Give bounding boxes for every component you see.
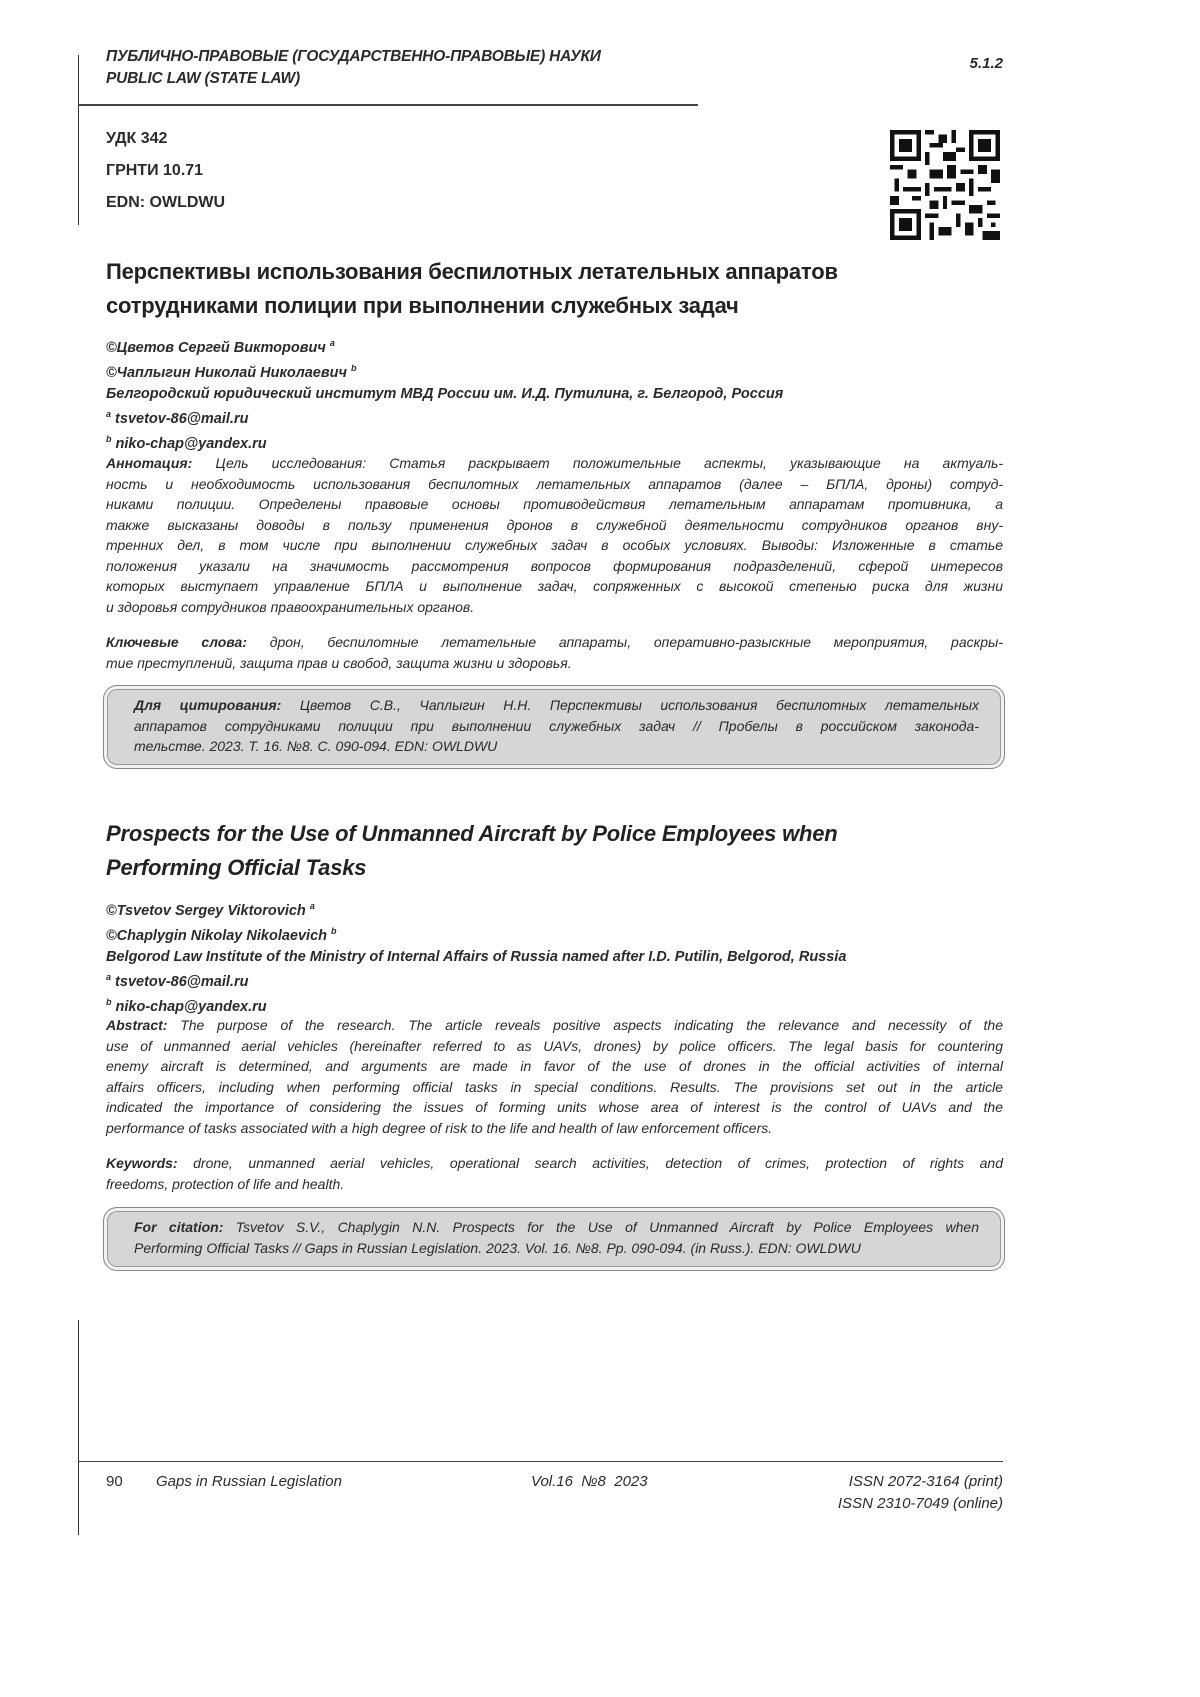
- qr-code-icon: [890, 130, 1000, 240]
- keywords-ru: [106, 632, 1003, 673]
- journal-name: Gaps in Russian Legislation: [156, 1473, 342, 1490]
- author-1: ©Tsvetov Sergey Viktorovich $^a$: [106, 901, 315, 919]
- abstract-line: Аннотация: Цель исследования: Статья раскрывает положительные аспекты, указывающие на актуаль-: [106, 455, 1003, 471]
- abstract-line: никами полиции. Определены правовые основы противодействия летательным аппаратам противника, а: [106, 496, 1003, 512]
- footer-rule: [78, 1461, 1003, 1462]
- author-2: ©Chaplygin Nikolay Nikolaevich $^b$: [106, 926, 337, 945]
- title-line: Перспективы использования беспилотных летательных аппаратов: [106, 259, 838, 284]
- header-rule: [78, 104, 698, 106]
- grnti: ГРНТИ 10.71: [106, 162, 204, 179]
- email-1: $^a$ tsvetov-86@mail.ru: [106, 409, 249, 427]
- abstract-en: [106, 1015, 1003, 1138]
- email-2: $^b$ niko-chap@yandex.ru: [106, 997, 267, 1016]
- abstract-ru: [106, 453, 1003, 617]
- specialty-code: 5.1.2: [969, 55, 1003, 72]
- keywords-line: Keywords: drone, unmanned aerial vehicles, operational search activities, detection of crimes, protection of rights and: [106, 1155, 1003, 1171]
- article-title-ru: [106, 255, 1006, 323]
- abstract-line: Abstract: The purpose of the research. The article reveals positive aspects indicating the relevance and necessity of the: [106, 1017, 1003, 1033]
- authors-ru: [106, 333, 783, 455]
- email-1: $^a$ tsvetov-86@mail.ru: [106, 972, 249, 990]
- author-2: ©Чаплыгин Николай Николаевич $^b$: [106, 363, 357, 382]
- udk: УДК 342: [106, 130, 168, 147]
- issn-print: ISSN 2072-3164 (print): [848, 1473, 1003, 1490]
- keywords-en: [106, 1153, 1003, 1194]
- citation-line: аппаратов сотрудниками полиции при выполнении служебных задач // Пробелы в российском законода-: [134, 717, 979, 734]
- issue-info: Vol.16 №8 2023: [531, 1473, 648, 1490]
- authors-en: [106, 896, 846, 1018]
- citation-en: [134, 1217, 979, 1258]
- keywords-line: Ключевые слова: дрон, беспилотные летательные аппараты, оперативно-разыскные мероприятия, раскры-: [106, 634, 1003, 650]
- section-title-en: PUBLIC LAW (STATE LAW): [106, 70, 300, 87]
- abstract-line: use of unmanned aerial vehicles (hereinafter referred to as UAVs, drones) by police officers. The legal basis for countering: [106, 1037, 1003, 1054]
- abstract-line: положения указали на значимость рассмотрения вопросов формирования подразделений, сферой интересов: [106, 557, 1003, 574]
- title-line: сотрудниками полиции при выполнении служебных задач: [106, 293, 739, 318]
- citation-box-ru: [103, 685, 1005, 769]
- citation-line: For citation: Tsvetov S.V., Chaplygin N.N. Prospects for the Use of Unmanned Aircraft by Police Employees when: [134, 1219, 979, 1235]
- abstract-line: тренних дел, в том числе при выполнении служебных задач в особых условиях. Выводы: Изложенные в статье: [106, 537, 1003, 553]
- citation-box-en: [103, 1207, 1005, 1271]
- abstract-line: которых выступает управление БПЛА и выполнение задач, сопряженных с высокой степенью риска для жизни: [106, 578, 1003, 594]
- abstract-line: ность и необходимость использования беспилотных летательных аппаратов (далее – БПЛА, дроны) сотруд-: [106, 475, 1003, 492]
- section-title-ru: ПУБЛИЧНО-ПРАВОВЫЕ (ГОСУДАРСТВЕННО-ПРАВОВЫЕ) НАУКИ: [106, 48, 601, 65]
- abstract-line: также высказаны доводы в пользу применения дронов в служебной деятельности сотрудников органов вну-: [106, 516, 1003, 533]
- abstract-line: performance of tasks associated with a high degree of risk to the life and health of law enforcement officers.: [106, 1119, 773, 1136]
- title-line: Performing Official Tasks: [106, 855, 367, 880]
- abstract-line: indicated the importance of considering the issues of forming units whose area of interest is the control of UAVs and the: [106, 1099, 1003, 1115]
- abstract-line: affairs officers, including when performing official tasks in special conditions. Results. The provisions set out in the article: [106, 1078, 1003, 1095]
- citation-line: тельстве. 2023. Т. 16. №8. С. 090-094. EDN: OWLDWU: [134, 738, 498, 754]
- citation-ru: [134, 695, 979, 757]
- article-title-en: [106, 817, 1006, 885]
- email-2: $^b$ niko-chap@yandex.ru: [106, 434, 267, 453]
- citation-line: Для цитирования: Цветов С.В., Чаплыгин Н.Н. Перспективы использования беспилотных летательных: [134, 697, 979, 713]
- affiliation: Belgorod Law Institute of the Ministry of Internal Affairs of Russia named after I.D. Putilin, Belgorod, Russia: [106, 948, 847, 965]
- abstract-line: и здоровья сотрудников правоохранительных органов.: [106, 598, 475, 615]
- abstract-line: enemy aircraft is determined, and arguments are made in favor of the use of drones in the official activities of internal: [106, 1058, 1003, 1074]
- page-number: 90: [106, 1473, 123, 1490]
- keywords-line: freedoms, protection of life and health.: [106, 1175, 345, 1192]
- author-1: ©Цветов Сергей Викторович $^a$: [106, 338, 335, 356]
- running-header: [106, 46, 601, 90]
- margin-rule-bottom: [78, 1320, 79, 1535]
- margin-rule-top: [78, 55, 79, 225]
- keywords-line: тие преступлений, защита прав и свобод, защита жизни и здоровья.: [106, 654, 572, 671]
- edn: EDN: OWLDWU: [106, 194, 226, 211]
- title-line: Prospects for the Use of Unmanned Aircraft by Police Employees when: [106, 821, 838, 846]
- issn-online: ISSN 2310-7049 (online): [837, 1495, 1003, 1512]
- citation-line: Performing Official Tasks // Gaps in Russian Legislation. 2023. Vol. 16. №8. Pp. 090-094. (in Russ.). EDN: OWLDWU: [134, 1239, 861, 1256]
- affiliation: Белгородский юридический институт МВД России им. И.Д. Путилина, г. Белгород, Россия: [106, 385, 784, 402]
